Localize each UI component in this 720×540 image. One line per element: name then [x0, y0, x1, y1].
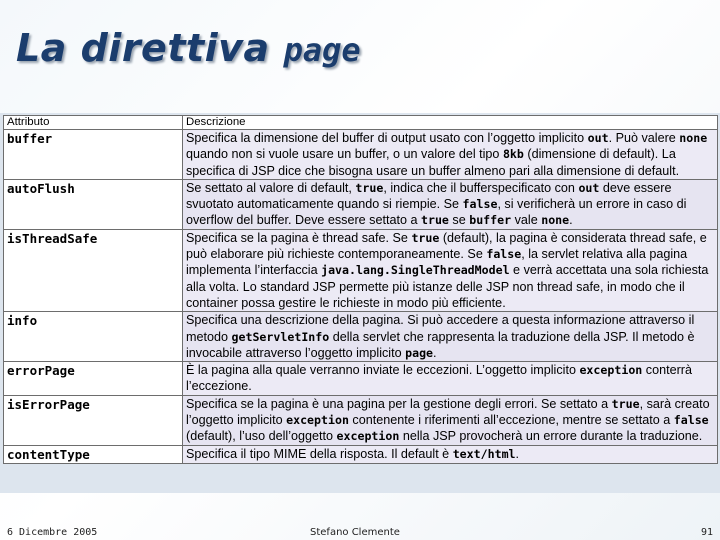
inline-code: 8kb [502, 147, 524, 162]
attribute-description [183, 312, 718, 362]
description-text: contenente i riferimenti all’eccezione, mentre se settato a [348, 413, 674, 428]
attribute-description [183, 130, 718, 180]
description-text: , si verificherà un errore in caso di overflow del buffer. Deve essere settato a [186, 197, 687, 228]
description-text: deve essere svuotato automaticamente quando si riempie. Se [186, 180, 672, 212]
description-text: vale [511, 213, 542, 228]
description-text: (default), l’uso dell’oggetto [186, 429, 337, 444]
inline-code: false [486, 247, 522, 262]
attribute-name: buffer [4, 130, 183, 180]
title-code: page [283, 31, 361, 69]
table-row [4, 312, 718, 362]
attribute-name: errorPage [4, 362, 183, 396]
inline-code: out [587, 131, 609, 145]
inline-code: true [411, 230, 440, 245]
attribute-description [183, 179, 718, 229]
inline-code: false [673, 413, 709, 428]
table-row [4, 395, 718, 445]
description-text: conterrà l’eccezione. [186, 363, 692, 394]
header-description: Descrizione [183, 116, 718, 130]
header-attribute: Attributo [4, 116, 183, 130]
slide-title [16, 26, 361, 70]
description-text: Specifica se la pagina è thread safe. Se [186, 230, 412, 245]
description-text: Specifica la dimensione del buffer di output usato con l’oggetto implicito [186, 131, 588, 145]
description-text: se [448, 213, 470, 228]
description-text: Se settato al valore di default, [186, 180, 356, 195]
table-header-row [4, 116, 718, 130]
table-row [4, 445, 718, 463]
table-row [4, 229, 718, 311]
footer-author: Stefano Clemente [310, 527, 400, 538]
inline-code: buffer [469, 213, 512, 228]
description-text: nella JSP provocherà un errore durante la traduzione. [399, 429, 703, 444]
attribute-name: contentType [4, 445, 183, 463]
description-text: Specifica il tipo MIME della risposta. Il default è [186, 446, 453, 461]
inline-code: java.lang.SingleThreadModel [321, 263, 510, 278]
attribute-name: isErrorPage [4, 395, 183, 445]
table-row [4, 362, 718, 396]
description-text: Specifica se la pagina è una pagina per la gestione degli errori. Se settato a [186, 396, 612, 411]
inline-code: out [578, 180, 600, 195]
description-text: della servlet che rappresenta la traduzione della JSP. Il metodo è invocabile attraverso l’oggetto implicito [186, 329, 695, 360]
description-text: (default), la pagina è considerata thread safe, e può elaborare più richieste contemporaneamente. Se [186, 230, 707, 262]
description-text: . [515, 446, 520, 461]
description-text: (dimensione di default). La specifica di JSP dice che bisogna usare un buffer almeno pari alla dimensione di default. [186, 147, 680, 178]
description-text: È la pagina alla quale verranno inviate le eccezioni. L’oggetto implicito [186, 363, 580, 378]
description-text: quando non si vuole usare un buffer, o un valore del tipo [186, 147, 503, 162]
table-row [4, 130, 718, 180]
inline-code: none [679, 131, 708, 145]
description-text: , sarà creato l’oggetto implicito [186, 396, 710, 428]
attribute-description [183, 445, 718, 463]
inline-code: true [355, 180, 384, 195]
inline-code: false [462, 197, 498, 212]
description-text: , indica che il bufferspecificato con [383, 180, 579, 195]
inline-code: exception [579, 363, 643, 378]
description-text: . [433, 345, 437, 360]
attribute-table [3, 115, 718, 464]
inline-code: true [420, 213, 449, 228]
inline-code: true [611, 396, 640, 411]
inline-code: text/html [452, 446, 516, 461]
inline-code: exception [336, 429, 400, 444]
attribute-name: autoFlush [4, 179, 183, 229]
attribute-description [183, 229, 718, 311]
description-text: , la servlet relativa alla pagina implementa l’interfaccia [186, 247, 688, 278]
description-text: . [569, 213, 573, 228]
attribute-description [183, 395, 718, 445]
description-text: Specifica una descrizione della pagina. Si può accedere a questa informazione attraverso il metodo [186, 313, 695, 344]
inline-code: getServletInfo [231, 329, 330, 344]
attribute-name: isThreadSafe [4, 229, 183, 311]
title-main: La direttiva [16, 26, 270, 70]
description-text: . Può valere [608, 131, 680, 145]
attribute-name: info [4, 312, 183, 362]
description-text: e verrà accettata una sola richiesta alla volta. Lo standard JSP permette più istanze delle JSP non thread safe, in modo che il container possa gestire le richieste in modo più efficiente. [186, 263, 709, 310]
footer-date: 6 Dicembre 2005 [7, 527, 98, 538]
inline-code: page [405, 345, 434, 360]
attribute-description [183, 362, 718, 396]
inline-code: none [541, 213, 570, 228]
footer-page-number: 91 [700, 527, 713, 538]
table-row [4, 179, 718, 229]
attribute-table-panel [0, 113, 720, 493]
inline-code: exception [286, 413, 349, 428]
